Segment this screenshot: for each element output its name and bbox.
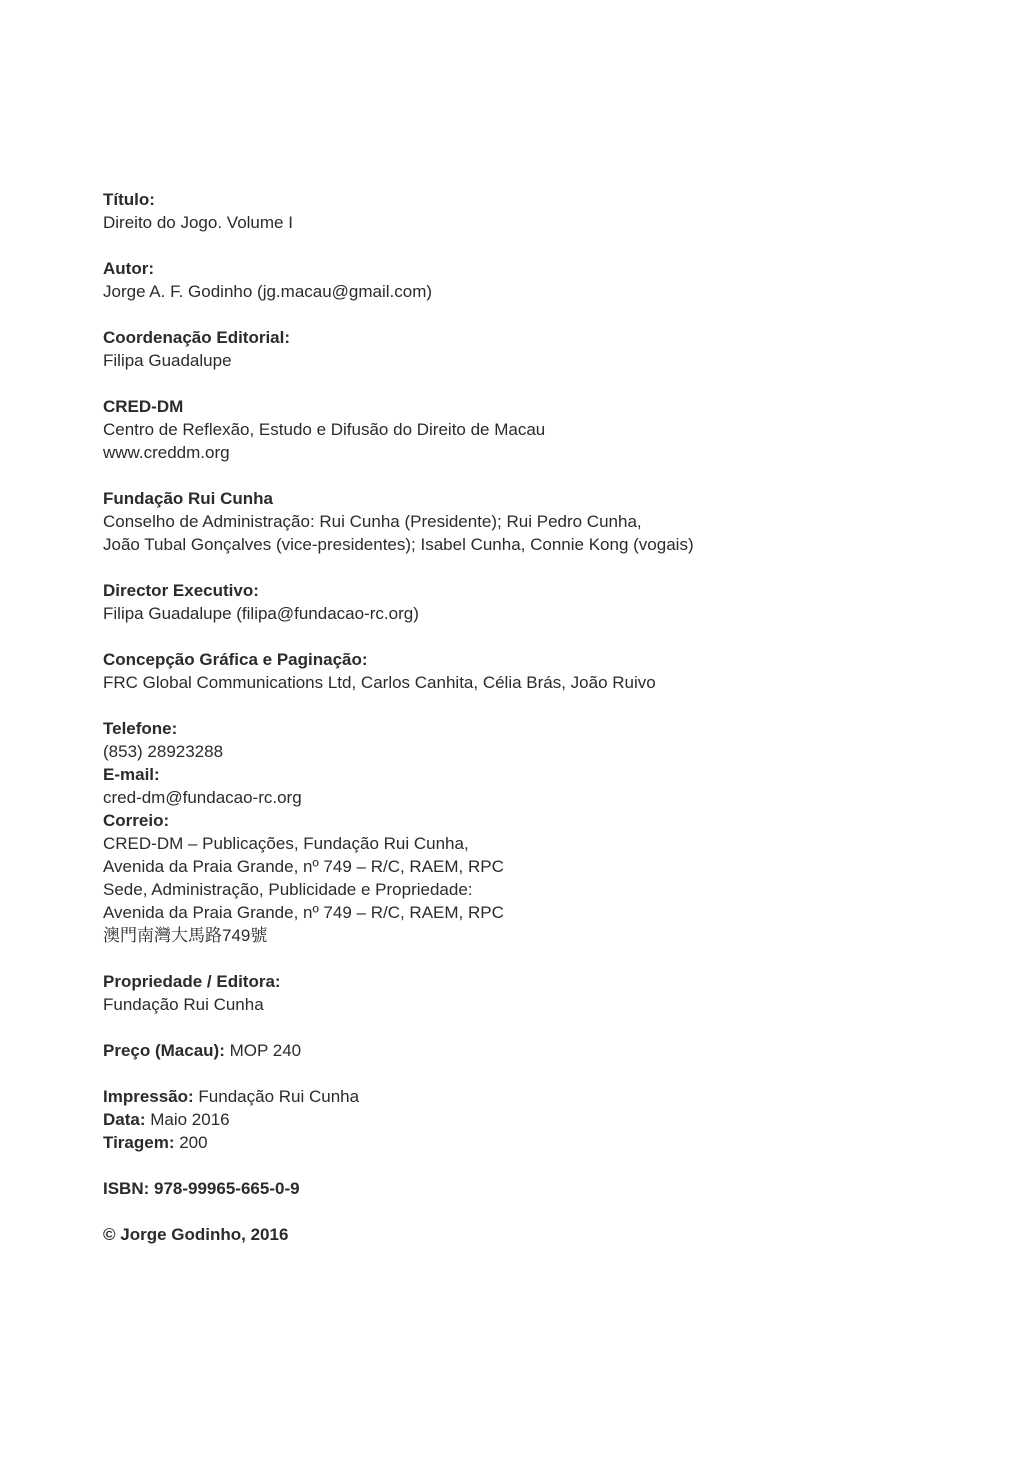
impressao-row — [103, 1085, 923, 1108]
director-label: Director Executivo: — [103, 581, 259, 600]
correio-line-2: Avenida da Praia Grande, nº 749 – R/C, RAEM, RPC — [103, 857, 504, 876]
titulo-label: Título: — [103, 190, 155, 209]
correio-line-5: 澳門南灣大馬路749號 — [103, 926, 268, 945]
correio-line-4: Avenida da Praia Grande, nº 749 – R/C, RAEM, RPC — [103, 903, 504, 922]
email-label: E-mail: — [103, 765, 160, 784]
preco-label: Preço (Macau): — [103, 1041, 225, 1060]
telefone-label: Telefone: — [103, 719, 178, 738]
tiragem-label: Tiragem: — [103, 1133, 175, 1152]
cred-line-2: www.creddm.org — [103, 443, 230, 462]
propriedade-label: Propriedade / Editora: — [103, 972, 281, 991]
imprint-page — [103, 188, 923, 1246]
correio-line-1: CRED-DM – Publicações, Fundação Rui Cunha, — [103, 834, 469, 853]
email-value: cred-dm@fundacao-rc.org — [103, 788, 302, 807]
concepcao-label: Concepção Gráfica e Paginação: — [103, 650, 368, 669]
data-row — [103, 1108, 923, 1131]
fundacao-line-1: Conselho de Administração: Rui Cunha (Presidente); Rui Pedro Cunha, — [103, 512, 642, 531]
copyright: © Jorge Godinho, 2016 — [103, 1225, 289, 1244]
coordenacao-label: Coordenação Editorial: — [103, 328, 291, 347]
titulo-value: Direito do Jogo. Volume I — [103, 213, 293, 232]
cred-line-1: Centro de Reflexão, Estudo e Difusão do Direito de Macau — [103, 420, 546, 439]
tiragem-value: 200 — [174, 1133, 208, 1152]
director-value: Filipa Guadalupe (filipa@fundacao-rc.org) — [103, 604, 419, 623]
fundacao-label: Fundação Rui Cunha — [103, 489, 273, 508]
propriedade-value: Fundação Rui Cunha — [103, 995, 264, 1014]
fundacao-line-2: João Tubal Gonçalves (vice-presidentes); Isabel Cunha, Connie Kong (vogais) — [103, 535, 694, 554]
autor-label: Autor: — [103, 259, 154, 278]
data-label: Data: — [103, 1110, 146, 1129]
tiragem-row — [103, 1131, 923, 1154]
correio-line-3: Sede, Administração, Publicidade e Propriedade: — [103, 880, 473, 899]
correio-label: Correio: — [103, 811, 170, 830]
cred-label: CRED-DM — [103, 397, 184, 416]
preco-row — [103, 1039, 923, 1062]
impressao-label: Impressão: — [103, 1087, 194, 1106]
impressao-value: Fundação Rui Cunha — [193, 1087, 360, 1106]
coordenacao-value: Filipa Guadalupe — [103, 351, 232, 370]
telefone-value: (853) 28923288 — [103, 742, 224, 761]
preco-value: MOP 240 — [224, 1041, 302, 1060]
autor-value: Jorge A. F. Godinho (jg.macau@gmail.com) — [103, 282, 433, 301]
data-value: Maio 2016 — [145, 1110, 230, 1129]
isbn: ISBN: 978-99965-665-0-9 — [103, 1179, 300, 1198]
concepcao-value: FRC Global Communications Ltd, Carlos Canhita, Célia Brás, João Ruivo — [103, 673, 656, 692]
